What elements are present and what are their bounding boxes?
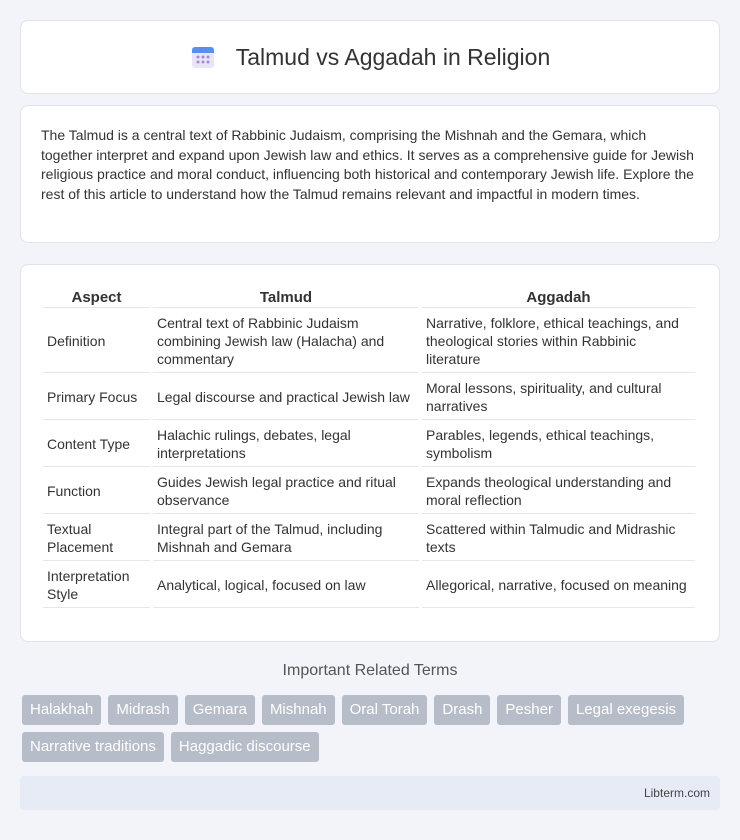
column-header-aspect: Aspect bbox=[43, 287, 150, 308]
tag-mishnah[interactable]: Mishnah bbox=[262, 695, 335, 725]
related-terms-list bbox=[22, 695, 722, 762]
related-terms-title: Important Related Terms bbox=[282, 662, 458, 679]
table-cell-talmud: Guides Jewish legal practice and ritual observance bbox=[153, 469, 419, 514]
page-title: Talmud vs Aggadah in Religion bbox=[235, 43, 551, 70]
table-cell-aggadah: Parables, legends, ethical teachings, symbolism bbox=[422, 422, 695, 467]
calendar-icon bbox=[190, 44, 216, 70]
footer bbox=[20, 776, 720, 810]
table-cell-aggadah: Narrative, folklore, ethical teachings, and theological stories within Rabbinic literature bbox=[422, 310, 695, 373]
table-row bbox=[43, 375, 695, 420]
comparison-table bbox=[40, 285, 698, 610]
tag-pesher[interactable]: Pesher bbox=[497, 695, 561, 725]
intro-text: The Talmud is a central text of Rabbinic Judaism, comprising the Mishnah and the Gemara, which together interpret and expand upon Jewish law and ethics. It serves as a comprehensive guide for Jewish religious practice and moral conduct, influencing both historical and contemporary Jewish life. Explore the rest of this article to understand how the Talmud remains relevant and impactful in modern times. bbox=[41, 127, 694, 202]
footer-site-link[interactable]: Libterm.com bbox=[643, 786, 710, 800]
table-cell-talmud: Analytical, logical, focused on law bbox=[153, 563, 419, 608]
table-cell-aspect: Function bbox=[43, 469, 150, 514]
table-row bbox=[43, 516, 695, 561]
table-cell-aspect: Primary Focus bbox=[43, 375, 150, 420]
comparison-card bbox=[20, 264, 720, 642]
table-header-row bbox=[43, 287, 695, 308]
table-row bbox=[43, 422, 695, 467]
tag-midrash[interactable]: Midrash bbox=[108, 695, 177, 725]
table-row bbox=[43, 310, 695, 373]
table-cell-aspect: Textual Placement bbox=[43, 516, 150, 561]
table-cell-aggadah: Moral lessons, spirituality, and cultural narratives bbox=[422, 375, 695, 420]
column-header-talmud: Talmud bbox=[153, 287, 419, 308]
tag-drash[interactable]: Drash bbox=[434, 695, 490, 725]
table-cell-talmud: Central text of Rabbinic Judaism combining Jewish law (Halacha) and commentary bbox=[153, 310, 419, 373]
tag-gemara[interactable]: Gemara bbox=[185, 695, 255, 725]
table-cell-aspect: Definition bbox=[43, 310, 150, 373]
table-row bbox=[43, 563, 695, 608]
tag-oral-torah[interactable]: Oral Torah bbox=[342, 695, 428, 725]
title-card bbox=[20, 20, 720, 94]
table-cell-talmud: Legal discourse and practical Jewish law bbox=[153, 375, 419, 420]
table-cell-aggadah: Scattered within Talmudic and Midrashic texts bbox=[422, 516, 695, 561]
table-cell-aspect: Content Type bbox=[43, 422, 150, 467]
table-cell-talmud: Integral part of the Talmud, including Mishnah and Gemara bbox=[153, 516, 419, 561]
column-header-aggadah: Aggadah bbox=[422, 287, 695, 308]
table-row bbox=[43, 469, 695, 514]
table-cell-aspect: Interpretation Style bbox=[43, 563, 150, 608]
intro-card bbox=[20, 105, 720, 243]
table-cell-aggadah: Expands theological understanding and moral reflection bbox=[422, 469, 695, 514]
tag-haggadic-discourse[interactable]: Haggadic discourse bbox=[171, 732, 319, 762]
table-cell-aggadah: Allegorical, narrative, focused on meaning bbox=[422, 563, 695, 608]
table-cell-talmud: Halachic rulings, debates, legal interpretations bbox=[153, 422, 419, 467]
tag-halakhah[interactable]: Halakhah bbox=[22, 695, 101, 725]
tag-narrative-traditions[interactable]: Narrative traditions bbox=[22, 732, 164, 762]
tag-legal-exegesis[interactable]: Legal exegesis bbox=[568, 695, 684, 725]
